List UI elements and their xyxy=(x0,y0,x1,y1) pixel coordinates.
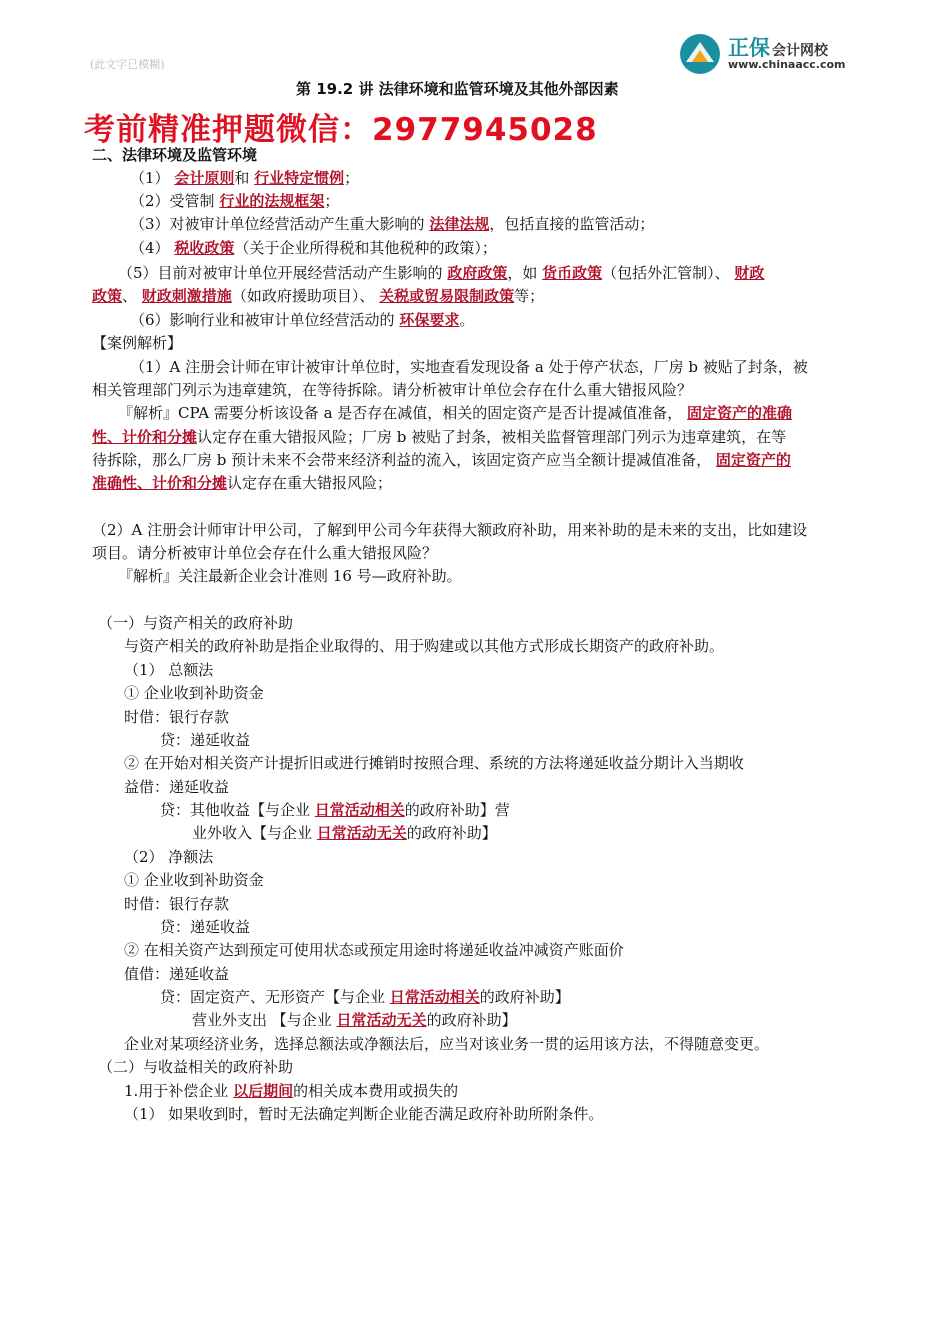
method-heading: （2） 净额法 xyxy=(124,848,214,866)
journal-entry: 贷：递延收益 xyxy=(160,918,251,936)
case-question: （1）A 注册会计师在审计被审计单位时，实地查看发现设备 a 处于停产状态，厂房 b 被贴了封条，被 xyxy=(130,358,808,376)
journal-entry: 贷：递延收益 xyxy=(160,731,251,749)
logo-emblem-icon xyxy=(678,32,722,76)
subsection-heading: （二）与收益相关的政府补助 xyxy=(98,1058,294,1076)
method-heading: （1） 总额法 xyxy=(124,661,214,679)
paragraph: （1） 如果收到时，暂时无法确定判断企业能否满足政府补助所附条件。 xyxy=(124,1105,604,1123)
journal-entry: 时借：银行存款 xyxy=(124,708,230,726)
journal-entry: 贷：其他收益【与企业 日常活动相关的政府补助】营 xyxy=(160,801,510,819)
step: ① 企业收到补助资金 xyxy=(124,684,264,702)
step: ① 企业收到补助资金 xyxy=(124,871,264,889)
step: ② 在开始对相关资产计提折旧或进行摊销时按照合理、系统的方法将递延收益分期计入当期收 xyxy=(124,754,744,772)
step: ② 在相关资产达到预定可使用状态或预定用途时将递延收益冲减资产账面价 xyxy=(124,941,624,959)
promo-banner: 考前精准押题微信：2977945028 xyxy=(84,112,598,148)
logo-url: www.chinaacc.com xyxy=(728,58,846,71)
list-item: （6）影响行业和被审计单位经营活动的 环保要求。 xyxy=(130,311,475,329)
paragraph: 企业对某项经济业务，选择总额法或净额法后，应当对该业务一贯的运用该方法，不得随意变更。 xyxy=(124,1035,770,1053)
case-heading: 【案例解析】 xyxy=(92,334,183,352)
faded-header-text: (此文字已模糊) xyxy=(90,58,165,71)
case-answer: 『解析』关注最新企业会计准则 16 号—政府补助。 xyxy=(118,567,462,585)
list-item: （4） 税收政策（关于企业所得税和其他税种的政策）； xyxy=(130,239,497,257)
case-answer: 待拆除，那么厂房 b 预计未来不会带来经济利益的流入，该固定资产应当全额计提减值准备， 固定资产的 xyxy=(92,451,791,469)
chinaacc-logo xyxy=(678,30,878,78)
subsection-heading: （一）与资产相关的政府补助 xyxy=(98,614,294,632)
list-item: （3）对被审计单位经营活动产生重大影响的 法律法规，包括直接的监管活动； xyxy=(130,215,655,233)
case-answer: 准确性、计价和分摊认定存在重大错报风险； xyxy=(92,474,393,492)
journal-entry: 营业外支出 【与企业 日常活动无关的政府补助】 xyxy=(192,1011,517,1029)
list-item: （2）受管制 行业的法规框架； xyxy=(130,192,340,210)
section-heading: 二、法律环境及监管环境 xyxy=(92,146,258,164)
case-answer: 性、计价和分摊认定存在重大错报风险；厂房 b 被贴了封条，被相关监督管理部门列示为违章建筑，在等 xyxy=(92,428,787,446)
journal-entry: 值借：递延收益 xyxy=(124,965,230,983)
journal-entry: 时借：银行存款 xyxy=(124,895,230,913)
journal-entry: 业外收入【与企业 日常活动无关的政府补助】 xyxy=(192,824,497,842)
journal-entry: 益借：递延收益 xyxy=(124,778,230,796)
case-question: 项目。请分析被审计单位会存在什么重大错报风险？ xyxy=(92,544,438,562)
page-title: 第 19.2 讲 法律环境和监管环境及其他外部因素 xyxy=(296,80,619,98)
list-item-continued: 政策、 财政刺激措施（如政府援助项目）、 关税或贸易限制政策等； xyxy=(92,287,545,305)
list-item: （1） 会计原则和 行业特定惯例； xyxy=(130,169,360,187)
case-question: （2）A 注册会计师审计甲公司，了解到甲公司今年获得大额政府补助，用来补助的是未来的支出，比如建设 xyxy=(92,521,808,539)
paragraph: 1.用于补偿企业 以后期间的相关成本费用或损失的 xyxy=(124,1082,459,1100)
journal-entry: 贷：固定资产、无形资产【与企业 日常活动相关的政府补助】 xyxy=(160,988,570,1006)
case-answer: 『解析』CPA 需要分析该设备 a 是否存在减值，相关的固定资产是否计提减值准备， 固定资产的准确 xyxy=(118,404,793,422)
case-question: 相关管理部门列示为违章建筑，在等待拆除。请分析被审计单位会存在什么重大错报风险？ xyxy=(92,381,693,399)
logo-name: 正保 会计网校 xyxy=(728,36,828,60)
paragraph: 与资产相关的政府补助是指企业取得的、用于购建或以其他方式形成长期资产的政府补助。 xyxy=(124,637,725,655)
list-item: （5）目前对被审计单位开展经营活动产生影响的 政府政策，如 货币政策（包括外汇管制）、 财政 xyxy=(118,264,765,282)
